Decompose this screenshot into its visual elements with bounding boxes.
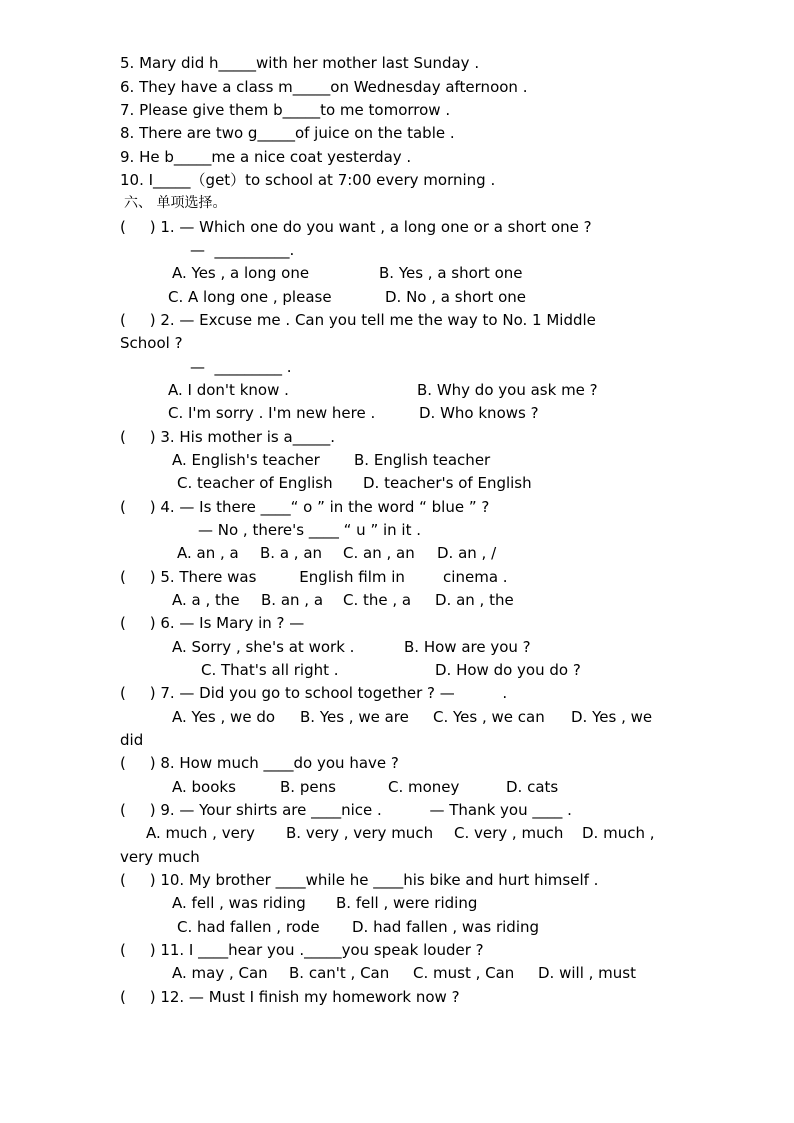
question-6-stem: ( ) 6. — Is Mary in ? — <box>120 614 305 632</box>
question-9-option-d: D. much , <box>582 824 655 842</box>
question-2-option-a: A. I don't know . <box>168 381 289 399</box>
question-2-option-c: C. I'm sorry . I'm new here . <box>168 404 376 422</box>
question-11-option-b: B. can't , Can <box>289 964 390 982</box>
question-3-option-d: D. teacher's of English <box>363 474 532 492</box>
question-9-option-c: C. very , much <box>454 824 564 842</box>
question-7-option-c: C. Yes , we can <box>433 708 545 726</box>
question-8-stem: ( ) 8. How much ____do you have ? <box>120 754 399 772</box>
question-2-option-d: D. Who knows ? <box>419 404 539 422</box>
question-11-stem: ( ) 11. I ____hear you ._____you speak louder ? <box>120 941 484 959</box>
fill-blank-8: 8. There are two g_____of juice on the table . <box>120 124 455 142</box>
question-10-stem: ( ) 10. My brother ____while he ____his bike and hurt himself . <box>120 871 599 889</box>
fill-blank-9: 9. He b_____me a nice coat yesterday . <box>120 148 412 166</box>
question-4-reply: — No , there's ____ “ u ” in it . <box>198 521 422 539</box>
question-11-option-d: D. will , must <box>538 964 636 982</box>
question-3-option-b: B. English teacher <box>354 451 491 469</box>
question-1-option-a: A. Yes , a long one <box>172 264 310 282</box>
question-2-reply: — _________ . <box>190 358 292 376</box>
question-7-option-b: B. Yes , we are <box>300 708 409 726</box>
question-7-stem: ( ) 7. — Did you go to school together ? — . <box>120 684 508 702</box>
question-8-option-a: A. books <box>172 778 236 796</box>
question-1-option-c: C. A long one , please <box>168 288 332 306</box>
question-2-option-b: B. Why do you ask me ? <box>417 381 598 399</box>
question-5-option-c: C. the , a <box>343 591 412 609</box>
question-7-option-a: A. Yes , we do <box>172 708 276 726</box>
question-10-option-c: C. had fallen , rode <box>177 918 320 936</box>
question-5-option-d: D. an , the <box>435 591 514 609</box>
question-6-option-d: D. How do you do ? <box>435 661 581 679</box>
question-9-option-b: B. very , very much <box>286 824 434 842</box>
question-12-stem: ( ) 12. — Must I finish my homework now ? <box>120 988 460 1006</box>
question-6-option-a: A. Sorry , she's at work . <box>172 638 355 656</box>
question-6-option-b: B. How are you ? <box>404 638 531 656</box>
question-8-option-d: D. cats <box>506 778 559 796</box>
fill-blank-5: 5. Mary did h_____with her mother last Sunday . <box>120 54 480 72</box>
fill-blank-7: 7. Please give them b_____to me tomorrow . <box>120 101 451 119</box>
question-3-stem: ( ) 3. His mother is a_____. <box>120 428 335 446</box>
question-9-option-a: A. much , very <box>146 824 255 842</box>
question-2-stem: ( ) 2. — Excuse me . Can you tell me the way to No. 1 Middle <box>120 311 596 329</box>
question-10-option-a: A. fell , was riding <box>172 894 306 912</box>
fill-blank-6: 6. They have a class m_____on Wednesday afternoon . <box>120 78 528 96</box>
question-11-option-c: C. must , Can <box>413 964 515 982</box>
question-4-option-d: D. an , / <box>437 544 497 562</box>
question-9-stem: ( ) 9. — Your shirts are ____nice . — Thank you ____ . <box>120 801 572 819</box>
question-7-option-d-cont: did <box>120 731 144 749</box>
question-11-option-a: A. may , Can <box>172 964 268 982</box>
question-6-option-c: C. That's all right . <box>201 661 339 679</box>
question-5-stem: ( ) 5. There was English film in cinema . <box>120 568 508 586</box>
question-1-reply: — __________. <box>190 241 295 259</box>
question-7-option-d: D. Yes , we <box>571 708 653 726</box>
question-4-option-c: C. an , an <box>343 544 415 562</box>
question-2-stem-cont: School ? <box>120 334 183 352</box>
question-3-option-a: A. English's teacher <box>172 451 320 469</box>
question-1-option-d: D. No , a short one <box>385 288 526 306</box>
question-5-option-b: B. an , a <box>261 591 324 609</box>
question-8-option-c: C. money <box>388 778 460 796</box>
question-4-option-a: A. an , a <box>177 544 239 562</box>
question-4-option-b: B. a , an <box>260 544 323 562</box>
question-1-stem: ( ) 1. — Which one do you want , a long one or a short one ? <box>120 218 592 236</box>
section-title: 六、 单项选择。 <box>124 195 227 211</box>
question-10-option-d: D. had fallen , was riding <box>352 918 540 936</box>
question-8-option-b: B. pens <box>280 778 336 796</box>
question-9-option-d-cont: very much <box>120 848 200 866</box>
question-1-option-b: B. Yes , a short one <box>379 264 523 282</box>
question-5-option-a: A. a , the <box>172 591 240 609</box>
question-10-option-b: B. fell , were riding <box>336 894 478 912</box>
fill-blank-10: 10. I_____（get）to school at 7:00 every morning . <box>120 171 496 189</box>
question-4-stem: ( ) 4. — Is there ____“ o ” in the word “ blue ” ? <box>120 498 490 516</box>
question-3-option-c: C. teacher of English <box>177 474 333 492</box>
